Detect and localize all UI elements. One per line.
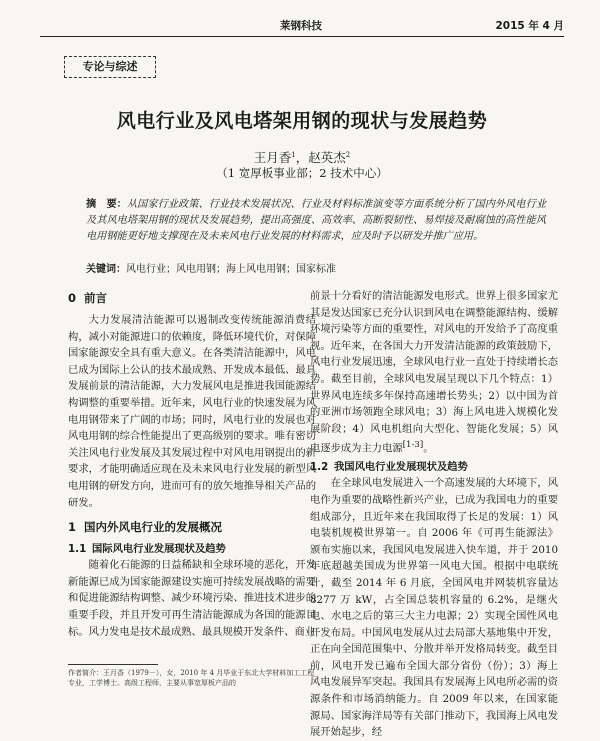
author-1-sup: 1: [291, 150, 296, 159]
section-1-1-paragraph-continued: [310, 288, 558, 457]
keywords-label: 关键词：: [86, 264, 126, 275]
issue-date: 2015 年 4 月: [495, 20, 564, 32]
section-1-1-text: 随着化石能源的日益稀缺和全球环境的恶化，开发新能源已成为国家能源建设实施可持续发展战略的需要和促进能源结构调整、减少环境污染、推进技术进步的重要手段，并且开发可再生清洁能源成为各国的能源目标。风力发电是技术最成熟、最具规模开发条件、商业: [68, 559, 316, 638]
section-0-heading: [68, 290, 316, 306]
authors: [40, 148, 564, 166]
right-column: [310, 288, 558, 739]
abstract-text: 从国家行业政策、行业技术发展状况、行业及材料标准演变等方面系统分析了国内外风电行业及其风电塔架用钢的现状及发展趋势，提出高强度、高效率、高断裂韧性、易焊接及耐腐蚀的高性能风电用钢能更好地支撑现在及未来风电行业发展的材料需求，应及时予以研发并推广应用。: [86, 199, 547, 242]
section-1-1-text-continued: 前景十分看好的清洁能源发电形式。世界上很多国家尤其是发达国家已充分认识到风电在调整能源结构、缓解环境污染等方面的重要性，对风电的开发给予了高度重视。近年来，在各国大力开发清洁能源的政策鼓励下，风电行业发展迅速，全球风电行业一直处于持续增长态势。截至目前，全球风电发展呈现以下几个特点：1）世界风电连续多年保持高速增长势头；2）以中国为首的亚洲市场领跑全球风电；3）海上风电进入规模化发展阶段；4）风电机组向大型化、智能化发展；5）风电逐步成为主力电源: [310, 290, 558, 455]
article-title: 风电行业及风电塔架用钢的现状与发展趋势: [116, 110, 488, 132]
header-rule: [40, 36, 564, 37]
abstract-label: 摘 要：: [86, 199, 127, 210]
section-0-number: 0: [68, 291, 77, 305]
author-footnote: 作者简介：王月香（1979－），女，2010 年 4 月毕业于东北大学材料加工工程专业，工学博士。高级工程师，主要从事宽厚板产品的: [68, 669, 315, 687]
section-1-1-ref: [1-3]: [402, 440, 424, 451]
section-1-2-paragraph: 在全球风电发展进入一个高速发展的大环境下，风电作为重要的战略性新兴产业，已成为我国电力的重要组成部分，且近年来在我国取得了长足的发展：1）风电装机规模世界第一。自 2006 年《可再生能源法》颁布实施以来，我国风电发展进入快车道，并于 2010 年底超越美国成为世界第一风电大国。根据中电联统计，截至 2014 年 6 月底，全国风电并网装机容量达 8277 万 kW，占全国总装机容量的 6.2%，是继火电、水电之后的第三大主力电源；2）实现全国性风电开发布局。中国风电发展从过去局部大基地集中开发，正在向全国范围集中、分散并举开发格局转变。截至目前，风电开发已遍布全国大部分省份（份）；3）海上风电发展异军突起。我国具有发展海上风电所必需的资源条件和市场消纳能力。自 2009 年以来，在国家能源局、国家海洋局等有关部门推动下，我国海上风电发展开始起步，经: [310, 477, 558, 739]
affiliation: （1 宽厚板事业部；2 技术中心）: [216, 166, 388, 180]
footnote-rule: [68, 664, 158, 665]
abstract: [86, 197, 546, 245]
author-separator: ，: [295, 150, 309, 165]
running-header: [40, 18, 564, 36]
section-1-1-number: 1.1: [68, 543, 87, 556]
section-1-1-heading: [68, 541, 316, 557]
author-2: 赵英杰: [308, 150, 346, 165]
section-1-1-title: 国际风电行业发展现状及趋势: [92, 543, 226, 556]
section-1-1-end: 。: [423, 442, 434, 455]
section-0-title: 前言: [84, 291, 107, 305]
section-1-title: 国内外风电行业的发展概况: [84, 520, 222, 535]
keywords: [86, 263, 546, 277]
section-1-2-title: 我国风电行业发展现状及趋势: [334, 461, 468, 474]
journal-name: 莱钢科技: [280, 20, 322, 32]
column-tag: 专论与综述: [64, 56, 156, 78]
author-2-sup: 2: [345, 150, 351, 159]
left-column: [68, 290, 316, 640]
section-1-heading: [68, 519, 316, 535]
author-1: 王月香: [253, 150, 292, 165]
section-1-number: 1: [68, 520, 77, 535]
section-1-2-heading: [310, 459, 558, 475]
keywords-text: 风电行业；风电用钢；海上风电用钢；国家标准: [126, 264, 336, 275]
section-1-2-number: 1.2: [310, 461, 329, 474]
section-0-paragraph: 大力发展清洁能源可以遏制改变传统能源消费结构，减小对能源进口的依赖度，降低环境代价，对保障国家能源安全具有重大意义。在各类清洁能源中，风电已成为国际上公认的技术最成熟、开发成本最低、最具发展前景的清洁能源，大力发展风电是推进我国能源结构调整的重要举措。近年来，风电行业的快速发展为风电用钢带来了广阔的市场；同时，风电行业的发展也对风电用钢的综合性能提出了更高级别的要求。唯有密切关注风电行业发展及其发展过程中对风电用钢提出的新要求，才能明确适应现在及未来风电行业发展的新型风电用钢的研发方向，进而可有的放矢地推导相关产品的研发。: [68, 314, 316, 509]
section-1-1-paragraph: [68, 557, 316, 640]
